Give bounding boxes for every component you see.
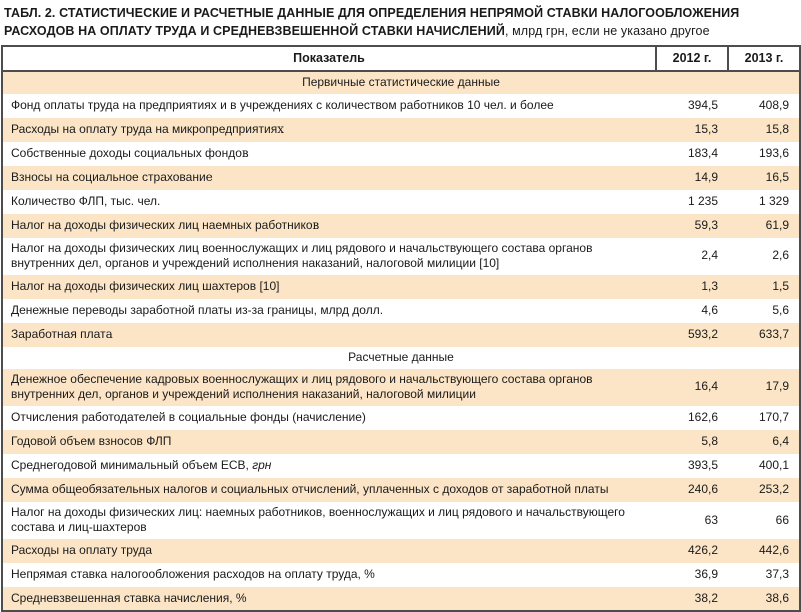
value-2012: 15,3 [656, 118, 728, 142]
table-row [2, 118, 800, 142]
value-2012: 240,6 [656, 478, 728, 502]
footnote-marker: в [242, 146, 249, 160]
value-2013: 442,6 [728, 539, 800, 563]
value-2013: 5,6 [728, 299, 800, 323]
value-2013: 1,5 [728, 275, 800, 299]
value-2012: 5,8 [656, 430, 728, 454]
row-label-unit-italic: грн [252, 458, 271, 472]
value-2013: 170,7 [728, 406, 800, 430]
value-2013: 61,9 [728, 214, 800, 238]
value-2013: 6,4 [728, 430, 800, 454]
value-2012: 426,2 [656, 539, 728, 563]
value-2012: 36,9 [656, 563, 728, 587]
table-row [2, 454, 800, 478]
table-header-row [2, 46, 800, 71]
value-2012: 2,4 [656, 238, 728, 275]
table-row [2, 299, 800, 323]
table-row [2, 190, 800, 214]
table-title [0, 0, 800, 45]
value-2012: 593,2 [656, 323, 728, 347]
section-label: Первичные статистические данные [2, 71, 800, 94]
table-row [2, 166, 800, 190]
value-2013: 408,9 [728, 94, 800, 118]
value-2012: 162,6 [656, 406, 728, 430]
value-2012: 38,2 [656, 587, 728, 611]
row-label: Налог на доходы физических лиц военнослужащих и лиц рядового и начальствующего состава органов внутренних дел, органов и учреждений исполнения наказаний, налоговой милиции [10] [2, 238, 656, 275]
row-label: Собственные доходы социальных фондов [2, 142, 656, 166]
table-row [2, 142, 800, 166]
value-2012: 4,6 [656, 299, 728, 323]
value-2012: 1 235 [656, 190, 728, 214]
section-row [2, 347, 800, 369]
row-label: Годовой объем взносов ФЛП [2, 430, 656, 454]
table-row [2, 94, 800, 118]
row-label: Количество ФЛП, тыс. чел. [2, 190, 656, 214]
row-label: Среднегодовой минимальный объем ЕСВ, грн [2, 454, 656, 478]
table-row [2, 406, 800, 430]
statistics-table [1, 45, 801, 612]
table-row [2, 587, 800, 611]
row-label: Налог на доходы физических лиц наемных работников [2, 214, 656, 238]
row-label: Заработная плата [2, 323, 656, 347]
table-row [2, 539, 800, 563]
table-row [2, 563, 800, 587]
row-label: Средневзвешенная ставка начисления, % [2, 587, 656, 611]
row-label: Налог на доходы физических лиц шахтеров [10] [2, 275, 656, 299]
table-row [2, 502, 800, 539]
value-2012: 63 [656, 502, 728, 539]
value-2013: 15,8 [728, 118, 800, 142]
table-row [2, 323, 800, 347]
table-row [2, 238, 800, 275]
value-2012: 393,5 [656, 454, 728, 478]
column-header-2012: 2012 г. [656, 46, 728, 71]
row-label: Налог на доходы физических лиц: наемных работников, военнослужащих и лиц рядового и начальствующего состава и лиц-шахтеров [2, 502, 656, 539]
table-row [2, 430, 800, 454]
value-2013: 37,3 [728, 563, 800, 587]
row-label: Фонд оплаты труда на предприятиях и в учреждениях с количеством работников 10 чел. и более [2, 94, 656, 118]
value-2012: 14,9 [656, 166, 728, 190]
row-label: Денежное обеспечение кадровых военнослужащих и лиц рядового и начальствующего состава органов внутренних дел, органов и учреждений исполнения наказаний, налоговой милиции [2, 369, 656, 406]
row-label: Денежные переводы заработной платы из-за границы, млрд долл. [2, 299, 656, 323]
value-2012: 394,5 [656, 94, 728, 118]
value-2013: 633,7 [728, 323, 800, 347]
value-2013: 38,6 [728, 587, 800, 611]
column-header-2013: 2013 г. [728, 46, 800, 71]
row-label: Расходы на оплату труда [2, 539, 656, 563]
row-label: Взносы на социальное страхование [2, 166, 656, 190]
value-2013: 2,6 [728, 238, 800, 275]
value-2013: 193,6 [728, 142, 800, 166]
row-label: Сумма общеобязательных налогов и социальных отчислений, уплаченных с доходов от заработной платы [2, 478, 656, 502]
footnote-marker: а [106, 327, 113, 341]
column-header-indicator: Показатель [2, 46, 656, 71]
value-2013: 253,2 [728, 478, 800, 502]
table-body [2, 71, 800, 612]
row-label: Отчисления работодателей в социальные фонды (начисление) [2, 406, 656, 430]
value-2013: 66 [728, 502, 800, 539]
row-label: Расходы на оплату труда на микропредприятиях [2, 118, 656, 142]
table-row [2, 214, 800, 238]
table-title-main: ТАБЛ. 2. СТАТИСТИЧЕСКИЕ И РАСЧЕТНЫЕ ДАННЫЕ ДЛЯ ОПРЕДЕЛЕНИЯ НЕПРЯМОЙ СТАВКИ НАЛОГООБЛОЖЕНИЯ РАСХОДОВ НА ОПЛАТУ ТРУДА И СРЕДНЕВЗВЕШЕННОЙ СТАВКИ НАЧИСЛЕНИЙ [4, 6, 739, 38]
value-2012: 183,4 [656, 142, 728, 166]
value-2012: 59,3 [656, 214, 728, 238]
value-2012: 1,3 [656, 275, 728, 299]
value-2013: 400,1 [728, 454, 800, 478]
value-2012: 16,4 [656, 369, 728, 406]
table-row [2, 369, 800, 406]
section-label: Расчетные данные [2, 347, 800, 369]
row-label: Непрямая ставка налогообложения расходов на оплату труда, % [2, 563, 656, 587]
footnote-marker: в [313, 218, 320, 232]
table-row [2, 275, 800, 299]
value-2013: 17,9 [728, 369, 800, 406]
footnote-marker: е [206, 170, 213, 184]
table-row [2, 478, 800, 502]
footnote-marker: х [277, 122, 284, 136]
section-row [2, 71, 800, 94]
value-2013: 1 329 [728, 190, 800, 214]
table-title-unit: , млрд грн, если не указано другое [505, 24, 710, 38]
value-2013: 16,5 [728, 166, 800, 190]
